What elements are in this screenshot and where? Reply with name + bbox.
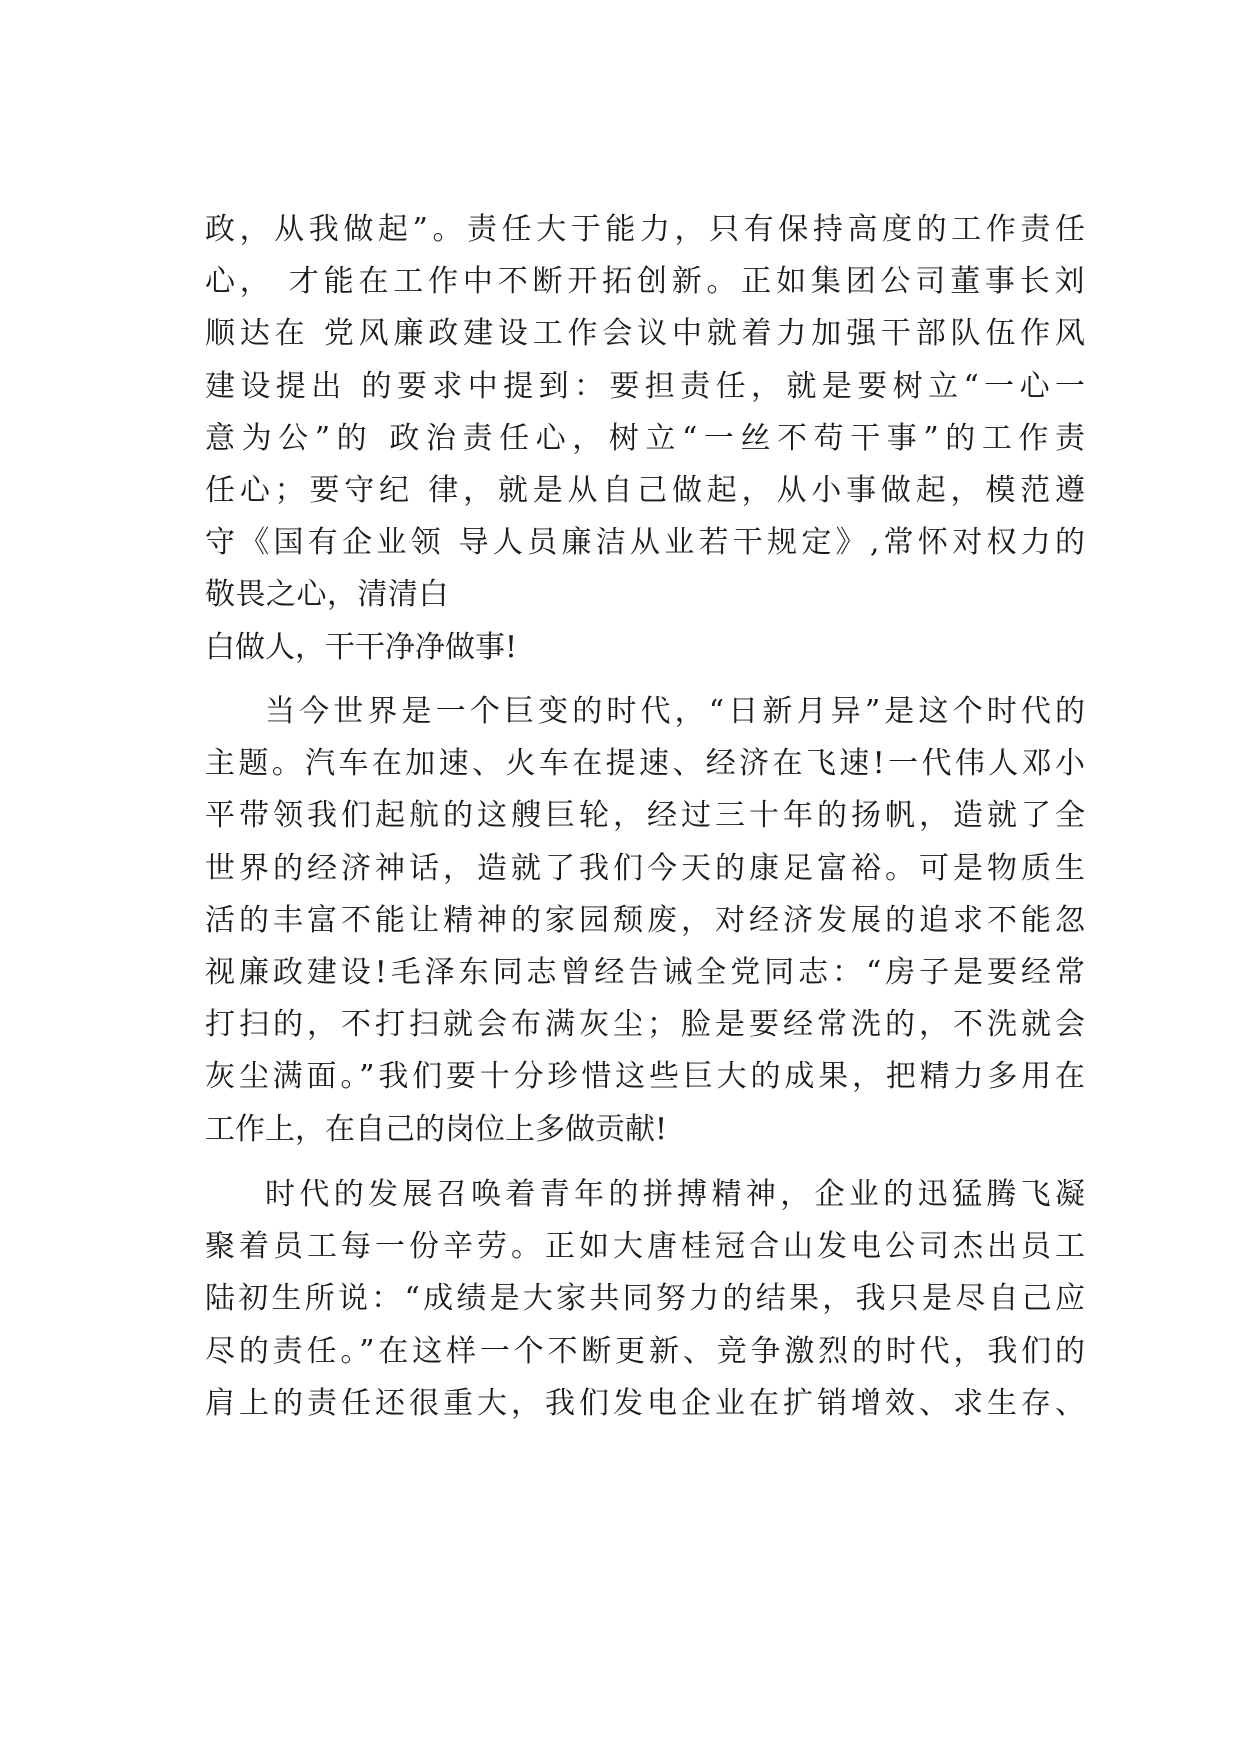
text-line: 活的丰富不能让精神的家园颓废，对经济发展的追求不能忽: [205, 902, 1085, 938]
text-line: 主题。汽车在加速、火车在提速、经济在飞速!一代伟人邓小: [205, 746, 1085, 782]
text-line: 当今世界是一个巨变的时代，“日新月异”是这个时代的: [265, 694, 1085, 729]
text-line: 平带领我们起航的这艘巨轮，经过三十年的扬帆，造就了全: [205, 798, 1085, 834]
text-line: 视廉政建设!毛泽东同志曾经告诫全党同志：“房子是要经常: [205, 954, 1085, 990]
text-line: 打扫的，不打扫就会布满灰尘；脸是要经常洗的，不洗就会: [205, 1007, 1085, 1043]
paragraph-modern-era: [205, 686, 1085, 1156]
text-line: 政，从我做起”。责任大于能力，只有保持高度的工作责任: [205, 212, 1085, 247]
text-line: 尽的责任。”在这样一个不断更新、竞争激烈的时代，我们的: [205, 1333, 1085, 1369]
text-line: 肩上的责任还很重大，我们发电企业在扩销增效、求生存、: [205, 1385, 1085, 1421]
text-line: 建设提出 的要求中提到：要担责任，就是要树立“一心一: [205, 368, 1085, 404]
text-line: 敬畏之心，清清白: [205, 577, 449, 613]
text-line: 心， 才能在工作中不断开拓创新。正如集团公司董事长刘: [205, 264, 1085, 300]
paragraph-continuation: [205, 204, 1085, 674]
text-line: 世界的经济神话，造就了我们今天的康足富裕。可是物质生: [205, 850, 1085, 886]
text-line: 守《国有企业领 导人员廉洁从业若干规定》,常怀对权力的: [205, 525, 1085, 561]
text-line: 陆初生所说：“成绩是大家共同努力的结果，我只是尽自己应: [205, 1281, 1085, 1317]
text-line: 任心；要守纪 律，就是从自己做起，从小事做起，模范遵: [205, 472, 1085, 508]
text-line: 顺达在 党风廉政建设工作会议中就着力加强干部队伍作风: [205, 316, 1085, 352]
text-line: 工作上，在自己的岗位上多做贡献!: [205, 1111, 668, 1147]
text-line: 白做人，干干净净做事!: [205, 629, 518, 665]
paragraph-youth-spirit: [205, 1169, 1085, 1430]
text-line: 意为公”的 政治责任心，树立“一丝不苟干事”的工作责: [205, 420, 1085, 456]
text-line: 时代的发展召唤着青年的拼搏精神，企业的迅猛腾飞凝: [265, 1177, 1085, 1212]
text-line: 聚着员工每一份辛劳。正如大唐桂冠合山发电公司杰出员工: [205, 1229, 1085, 1265]
text-line: 灰尘满面。”我们要十分珍惜这些巨大的成果，把精力多用在: [205, 1059, 1085, 1095]
